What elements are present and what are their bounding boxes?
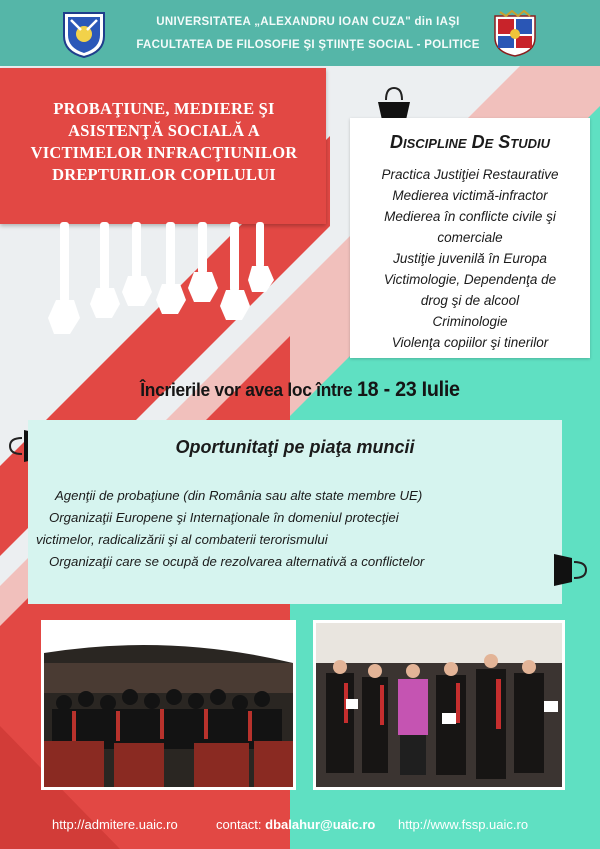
disciplines-box bbox=[350, 118, 590, 358]
graduation-photo bbox=[41, 620, 296, 790]
enrollment-dates: 18 - 23 Iulie bbox=[356, 378, 460, 401]
discipline-item: comerciale bbox=[437, 230, 503, 245]
opportunities-box bbox=[28, 420, 562, 604]
contact-email-link[interactable]: dbalahur@uaic.ro bbox=[265, 817, 376, 832]
program-title-line: PROBAŢIUNE, MEDIERE ŞI bbox=[53, 99, 275, 118]
enrollment-text: Încrierile vor avea loc între bbox=[140, 379, 353, 400]
program-title-line: VICTIMELOR INFRACŢIUNILOR bbox=[30, 143, 298, 162]
enrollment-notice bbox=[18, 378, 582, 402]
faculty-website-link[interactable]: http://www.fssp.uaic.ro bbox=[398, 817, 529, 832]
graduation-photo bbox=[313, 620, 565, 790]
contact-label: contact: bbox=[216, 817, 262, 832]
program-title-line: ASISTENŢĂ SOCIALĂ A bbox=[68, 121, 260, 140]
opportunity-item: Agenţii de probaţiune (din România sau alte state membre UE) bbox=[55, 488, 423, 503]
discipline-item: Criminologie bbox=[432, 314, 508, 329]
discipline-item: Medierea în conflicte civile şi bbox=[384, 209, 556, 224]
opportunity-item: Organizaţii care se ocupă de rezolvarea alternativă a conflictelor bbox=[49, 554, 425, 569]
raised-hands-illustration bbox=[40, 222, 280, 350]
opportunity-item: Organizaţii Europene şi Internaţionale în domeniul protecţiei bbox=[49, 510, 399, 525]
admission-link[interactable]: http://admitere.uaic.ro bbox=[52, 817, 178, 832]
university-name: UNIVERSITATEA „ALEXANDRU IOAN CUZA" din IAŞI bbox=[156, 16, 460, 28]
faculty-name: FACULTATEA DE FILOSOFIE ŞI ŞTIINŢE SOCIAL - POLITICE bbox=[136, 39, 480, 51]
contact-info bbox=[216, 817, 375, 832]
opportunities-heading: Oportunitaţi pe piaţa muncii bbox=[175, 437, 415, 457]
discipline-item: drog şi de alcool bbox=[420, 293, 520, 308]
university-crest-icon bbox=[61, 10, 107, 58]
binder-clip-icon bbox=[552, 552, 588, 588]
faculty-crest-icon bbox=[492, 10, 538, 58]
program-title bbox=[12, 98, 316, 186]
graduation-photo-graduates bbox=[316, 623, 562, 787]
discipline-item: Victimologie, Dependenţa de bbox=[383, 272, 557, 287]
discipline-item: Medierea victimă-infractor bbox=[392, 188, 548, 203]
opportunity-item: victimelor, radicalizării şi al combaterii terorismului bbox=[36, 532, 328, 547]
binder-clip-icon bbox=[376, 86, 412, 122]
header-bar bbox=[0, 0, 600, 66]
program-title-box bbox=[0, 68, 326, 224]
discipline-item: Violenţa copiilor şi tinerilor bbox=[391, 335, 549, 350]
discipline-item: Justiţie juvenilă în Europa bbox=[393, 251, 547, 266]
disciplines-list bbox=[356, 164, 584, 353]
discipline-item: Practica Justiţiei Restaurative bbox=[381, 167, 559, 182]
disciplines-heading: Discipline De Studiu bbox=[390, 132, 550, 152]
program-title-line: DREPTURILOR COPILULUI bbox=[52, 165, 276, 184]
graduation-photo-group bbox=[44, 623, 293, 787]
